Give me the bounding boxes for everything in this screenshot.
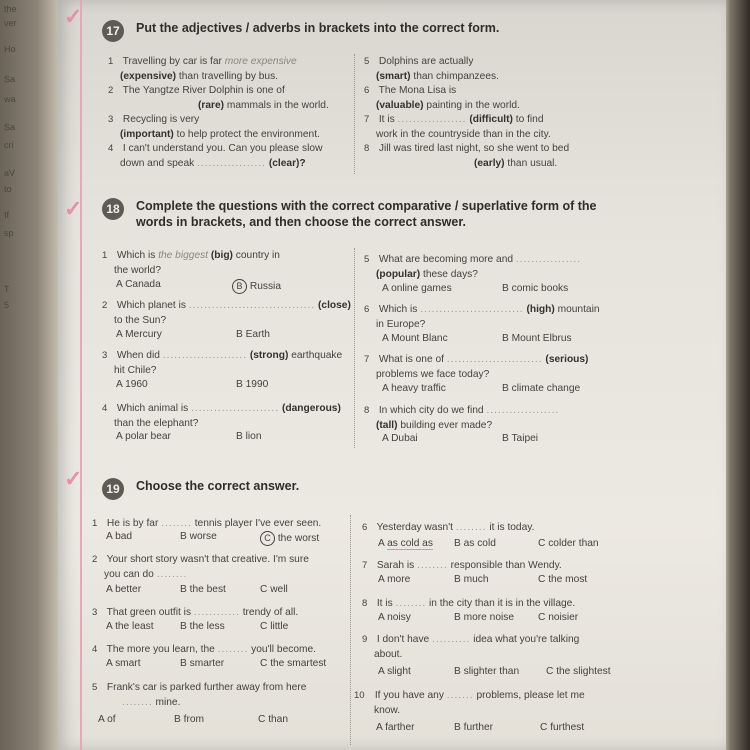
option-b[interactable]: B lion [236,431,262,442]
exercise-19-header [102,478,299,500]
option-b[interactable]: B the less [180,621,225,632]
ex17-item-5: 5 Dolphins are actually (smart) than chimpanzees. [364,56,499,82]
option-a[interactable]: A Dubai [382,433,418,444]
strip-word: If [3,209,10,221]
option-a[interactable]: A noisy [378,612,411,623]
strip-word: wa [3,93,16,105]
strip-word: ver [3,17,17,29]
column-divider [354,248,355,448]
option-b[interactable]: B slighter than [454,666,520,677]
ex17-item-1: 1 Travelling by car is far more expensive (expensive) than travelling by bus. [108,56,297,82]
strip-word: Sa [3,73,16,85]
option-a[interactable]: A heavy traffic [382,383,446,394]
circled-answer-c: C [260,531,275,546]
option-b[interactable]: B as cold [454,538,496,549]
option-b[interactable]: B Mount Elbrus [502,333,572,344]
strip-word: cri [3,139,14,151]
option-a[interactable]: A as cold as [378,538,433,549]
option-a[interactable]: A Canada [116,279,161,290]
ex19-item-1: 1 He is by far ........ tennis player I've ever seen. [92,518,322,529]
previous-page-edge [0,0,60,750]
option-c[interactable]: C the worst [260,531,319,546]
ex18-item-7: 7 What is one of ......................... (serious) problems we face today? [364,354,589,380]
strip-word: to [3,183,12,195]
ex19-item-10: 10 If you have any ....... problems, please let me know. [354,690,585,716]
ex19-item-3: 3 That green outfit is ............ trendy of all. [92,607,299,618]
option-a[interactable]: A online games [382,283,452,294]
ex19-item-6: 6 Yesterday wasn't ........ it is today. [362,522,535,533]
exercise-17-header [102,20,499,42]
ex19-item-7: 7 Sarah is ........ responsible than Wendy. [362,560,562,571]
ex18-item-1: 1 Which is the biggest (big) country in the world? [102,250,280,276]
strip-word: sp [3,227,14,239]
option-c[interactable]: C colder than [538,538,599,549]
option-c[interactable]: C the smartest [260,658,327,669]
column-divider [354,54,355,174]
option-b[interactable]: B Earth [236,329,270,340]
option-b[interactable]: B much [454,574,489,585]
option-a[interactable]: A Mercury [116,329,162,340]
option-b[interactable]: B smarter [180,658,225,669]
ex19-item-5: 5 Frank's car is parked further away from here ........ mine. [92,682,307,708]
option-c[interactable]: C furthest [540,722,585,733]
circled-answer-b: B [232,279,247,294]
exercise-title: Complete the questions with the correct comparative / superlative form of the words in brackets, and then choose the correct answer. [136,199,597,229]
option-a[interactable]: A smart [106,658,141,669]
ex19-item-4: 4 The more you learn, the ........ you'll become. [92,644,316,655]
ex18-item-5: 5 What are becoming more and ................. (popular) these days? [364,254,582,280]
option-b[interactable]: B worse [180,531,217,542]
strip-word: Sa [3,121,16,133]
exercise-number: 17 [102,20,124,42]
option-b[interactable]: B Russia [232,279,281,294]
workbook-page [58,0,726,750]
option-b[interactable]: B more noise [454,612,515,623]
ex18-item-8: 8 In which city do we find ................... (tall) building ever made? [364,405,560,431]
ex19-item-9: 9 I don't have .......... idea what you're talking about. [362,634,580,660]
underlined-answer: as cold as [387,538,433,549]
option-b[interactable]: B from [174,714,205,725]
strip-word: T [3,283,10,295]
ex18-item-4: 4 Which animal is ....................... (dangerous) than the elephant? [102,403,341,429]
option-b[interactable]: B further [454,722,494,733]
option-c[interactable]: C than [258,714,289,725]
exercise-number: 19 [102,478,124,500]
background-edge [722,0,750,750]
option-b[interactable]: B Taipei [502,433,539,444]
option-b[interactable]: B climate change [502,383,581,394]
option-b[interactable]: B 1990 [236,379,269,390]
option-a[interactable]: A farther [376,722,415,733]
ex19-item-8: 8 It is ........ in the city than it is in the village. [362,598,576,609]
ex18-item-3: 3 When did ...................... (strong) earthquake hit Chile? [102,350,343,376]
check-mark-icon: ✓ [64,196,83,221]
option-a[interactable]: A more [378,574,411,585]
option-c[interactable]: C the slightest [546,666,611,677]
margin-line [80,0,82,750]
exercise-18-header [102,198,606,230]
ex18-item-6: 6 Which is ........................... (high) mountain in Europe? [364,304,600,330]
strip-word: 5 [3,299,10,311]
option-a[interactable]: A the least [106,621,154,632]
ex17-item-7: 7 It is .................. (difficult) to find work in the countryside than in the city. [364,114,551,140]
option-a[interactable]: A 1960 [116,379,148,390]
option-c[interactable]: C well [260,584,288,595]
exercise-title: Choose the correct answer. [136,479,300,493]
option-a[interactable]: A better [106,584,142,595]
option-c[interactable]: C little [260,621,289,632]
strip-word: the [3,3,17,15]
option-a[interactable]: A of [98,714,116,725]
option-b[interactable]: B the best [180,584,226,595]
exercise-title: Put the adjectives / adverbs in brackets into the correct form. [136,21,500,35]
ex19-item-2: 2 Your short story wasn't that creative. I'm sure you can do ........ [92,554,309,580]
ex17-item-4: 4 I can't understand you. Can you please slow down and speak .................. (clear)? [108,143,323,169]
ex17-item-3: 3 Recycling is very (important) to help protect the environment. [108,114,320,140]
ex18-item-2: 2 Which planet is ................................. (close) to the Sun? [102,300,351,326]
ex17-item-8: 8 Jill was tired last night, so she went to bed (early) than usual. [364,143,570,169]
strip-word: Ho [3,43,16,55]
exercise-number: 18 [102,198,124,220]
ex17-item-6: 6 The Mona Lisa is (valuable) painting in the world. [364,85,520,111]
strip-word: aV [3,167,16,179]
option-a[interactable]: A slight [378,666,411,677]
option-b[interactable]: B comic books [502,283,569,294]
option-a[interactable]: A Mount Blanc [382,333,448,344]
option-a[interactable]: A polar bear [116,431,171,442]
ex17-item-2: 2 The Yangtze River Dolphin is one of (rare) mammals in the world. [108,85,329,111]
option-c[interactable]: C noisier [538,612,579,623]
check-mark-icon: ✓ [64,466,83,491]
column-divider [350,515,351,745]
check-mark-icon: ✓ [64,4,83,29]
option-c[interactable]: C the most [538,574,588,585]
option-a[interactable]: A bad [106,531,133,542]
